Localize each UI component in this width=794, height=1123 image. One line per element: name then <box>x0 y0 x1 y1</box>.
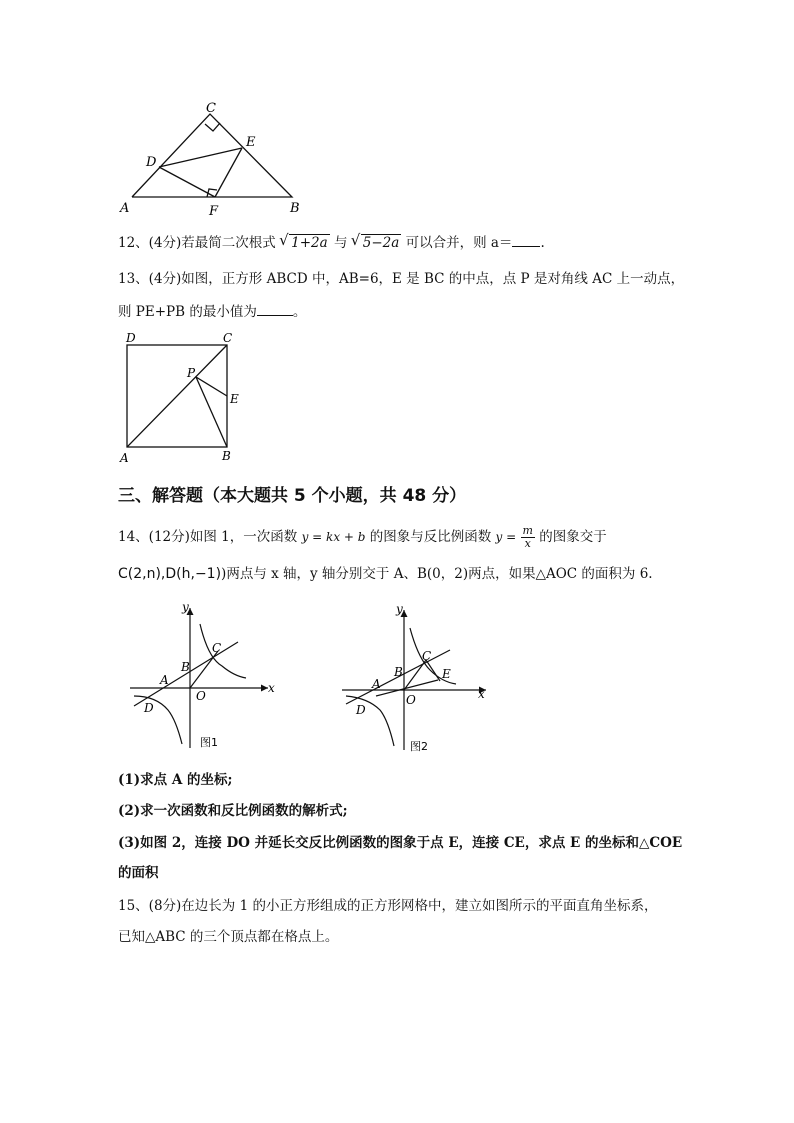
label-B: B <box>394 665 403 679</box>
label-A: A <box>120 201 130 216</box>
answer-blank-12[interactable] <box>512 232 540 247</box>
question-14-sub3-line1: (3)如图 2，连接 DO 并延长交反比例函数的图象于点 E，连接 CE，求点 E 的坐标和△COE <box>118 835 683 851</box>
axis-y-label: y <box>182 600 189 614</box>
radical-2: √ 5−2a <box>352 234 402 252</box>
label-D: D <box>146 155 157 170</box>
figure-caption: 图1 <box>200 736 218 749</box>
label-B: B <box>222 449 231 463</box>
axis-x-label: x <box>268 681 275 695</box>
radical-1: √ 1+2a <box>280 234 330 252</box>
graph-figure-2 <box>338 598 498 758</box>
label-A: A <box>120 451 129 465</box>
question-13-line1: 13、(4分)如图，正方形 ABCD 中，AB=6，E 是 BC 的中点，点 P 是对角线 AC 上一动点， <box>118 271 685 287</box>
question-15-line2: 已知△ABC 的三个顶点都在格点上。 <box>118 929 339 945</box>
label-C: C <box>223 331 233 345</box>
label-A: A <box>372 677 381 691</box>
label-F: F <box>209 204 219 219</box>
square-figure <box>112 328 252 468</box>
label-C: C <box>422 649 432 663</box>
label-E: E <box>442 667 451 681</box>
label-O: O <box>406 693 416 707</box>
label-E: E <box>230 392 239 406</box>
label-D: D <box>144 701 154 715</box>
label-A: A <box>160 673 169 687</box>
axis-y-label: y <box>396 602 403 616</box>
label-E: E <box>246 135 256 150</box>
question-14-line2: C(2,n),D(h,−1))两点与 x 轴，y 轴分别交于 A、B(0，2)两点，如果△AOC 的面积为 6. <box>118 566 653 582</box>
label-P: P <box>187 366 196 380</box>
label-B: B <box>181 660 190 674</box>
axis-x-label: x <box>478 687 485 701</box>
answer-blank-13[interactable] <box>257 301 293 316</box>
question-13-line2: 则 PE+PB 的最小值为 。 <box>118 301 306 321</box>
label-B: B <box>290 201 300 216</box>
section-title: 三、解答题（本大题共 5 个小题，共 48 分） <box>118 486 467 506</box>
label-D: D <box>356 703 366 717</box>
graph-figure-1 <box>126 596 286 754</box>
label-D: D <box>126 331 136 345</box>
question-14-sub2: (2)求一次函数和反比例函数的解析式; <box>118 803 348 819</box>
fraction-m-over-x: $\frac{m}{x}$ <box>522 524 533 550</box>
question-14-sub3-line2: 的面积 <box>118 865 159 881</box>
question-15-line1: 15、(8分)在边长为 1 的小正方形组成的正方形网格中，建立如图所示的平面直角坐标系， <box>118 898 658 914</box>
question-12: 12、(4分)若最简二次根式 √ 1+2a 与 √ 5−2a 可以合并，则 a＝ . <box>118 232 545 252</box>
label-C: C <box>212 641 222 655</box>
figure-caption: 图2 <box>410 740 428 753</box>
label-O: O <box>196 689 206 703</box>
triangle-figure <box>112 96 312 220</box>
label-C: C <box>206 101 216 116</box>
question-14-line1: 14、(12分)如图 1，一次函数 y = kx + b 的图象与反比例函数 y = $\frac{m}{x}$ 的图象交于 <box>118 524 607 550</box>
question-14-sub1: (1)求点 A 的坐标; <box>118 772 233 788</box>
